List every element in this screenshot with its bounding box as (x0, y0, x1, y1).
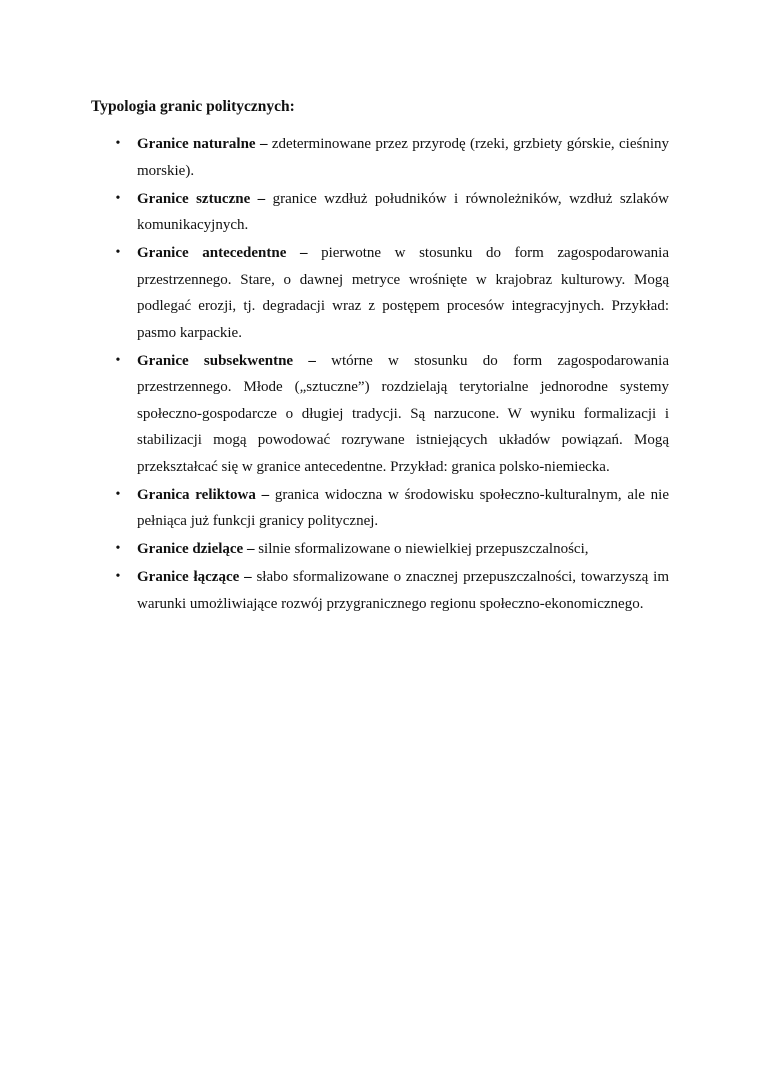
bullet-icon: • (115, 190, 121, 206)
bullet-icon: • (115, 245, 121, 260)
bullet-icon: • (115, 486, 121, 502)
item-description: wtórne w stosunku do form zagospodarowania przestrzennego. Młode („sztuczne”) rozdzielają terytorialne jednorodne systemy społeczno-gospodarcze o długiej tradycji. Są narzucone. W wyniku formalizacji i stabilizacji mogą powodować rozrywane istniejących układów powiązań. Mogą przekształcać się w granice antecedentne. Przykład: granica polsko-niemiecka. (137, 352, 669, 475)
item-term: Granice antecedentne – (137, 245, 322, 261)
list-item-relict (115, 482, 669, 535)
bullet-icon: • (115, 352, 121, 368)
item-description: słabo sformalizowane o znacznej przepuszczalności, towarzyszą im warunki umożliwiające rozwój przygranicznego regionu społeczno-ekonomicznego. (137, 569, 670, 612)
item-term: Granica reliktowa – (137, 486, 275, 503)
document-heading: Typologia granic politycznych: (91, 98, 295, 115)
bullet-icon: • (115, 569, 121, 584)
item-term: Granice dzielące – (137, 541, 259, 557)
item-term: Granice łączące – (137, 569, 257, 585)
item-term: Granice sztuczne – (137, 190, 273, 207)
list-item-artificial (115, 186, 669, 239)
list-item-antecedent (115, 240, 669, 346)
list-item-natural (115, 131, 669, 184)
item-description: pierwotne w stosunku do form zagospodarowania przestrzennego. Stare, o dawnej metryce wrośnięte w krajobraz kulturowy. Mogą podlegać erozji, tj. degradacji wraz z postępem procesów integracyjnych. Przykład: pasmo karpackie. (137, 245, 669, 341)
item-description: granica widoczna w środowisku społeczno-kulturalnym, ale nie pełniąca już funkcji granicy politycznej. (137, 486, 669, 529)
item-description: granice wzdłuż południków i równoleżników, wzdłuż szlaków komunikacyjnych. (137, 190, 669, 233)
item-description: silnie sformalizowane o niewielkiej przepuszczalności, (258, 541, 589, 557)
list-item-dividing (115, 536, 669, 563)
item-term: Granice subsekwentne – (137, 352, 332, 369)
bullet-icon: • (115, 541, 121, 556)
item-description: zdeterminowane przez przyrodę (rzeki, grzbiety górskie, cieśniny morskie). (137, 136, 669, 179)
list-item-connecting (115, 564, 670, 617)
list-item-subsequent (115, 348, 669, 481)
border-types-list (115, 131, 670, 619)
item-term: Granice naturalne – (137, 136, 272, 152)
bullet-icon: • (115, 136, 121, 151)
